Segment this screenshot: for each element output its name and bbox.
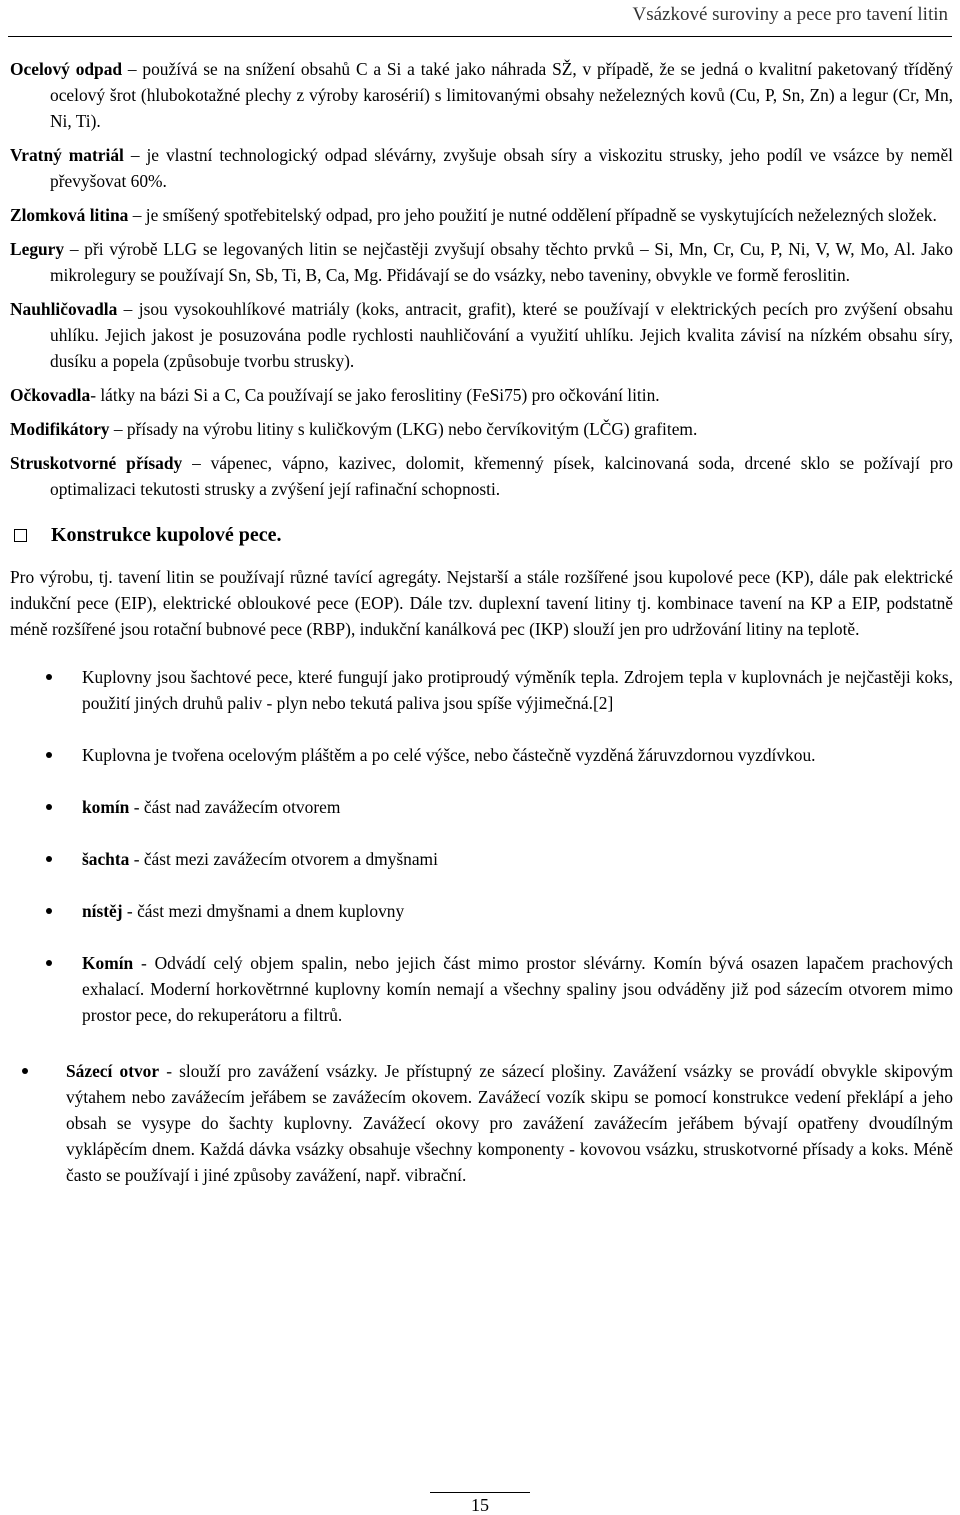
definition-text: – je smíšený spotřebitelský odpad, pro jeho použití je nutné oddělení případně se vyskytujících neželezných složek. — [128, 205, 937, 225]
definition-paragraph — [10, 296, 953, 374]
bullet-icon — [22, 1068, 28, 1074]
list-item — [10, 1058, 953, 1188]
term: Nauhličovadla — [10, 299, 118, 319]
term: nístěj — [82, 901, 123, 921]
section-heading-text: Konstrukce kupolové pece. — [51, 524, 282, 546]
definition-text: – jsou vysokouhlíkové matriály (koks, antracit, grafit), které se používají v elektrických pecích pro zvýšení obsahu uhlíku. Jejich jakost je posuzována podle rychlosti nauhličování a využití uhlíku. Jejich kvalita závisí na nízkém obsahu síry, dusíku a popela (způsobuje tvorbu strusky). — [50, 299, 953, 371]
list-item — [10, 846, 953, 872]
bullet-icon — [46, 908, 52, 914]
list-item — [10, 950, 953, 1028]
list-item — [10, 898, 953, 924]
page-header — [8, 0, 952, 37]
term: Očkovadla — [10, 385, 91, 405]
definition-text: - slouží pro zavážení vsázky. Je přístupný ze sázecí plošiny. Zavážení vsázky se provádí obvykle skipovým výtahem nebo zavážecím jeřábem se zavážecím okovem. Zavážecí vozík skipu se pomocí konstrukce vedení překlápí a jeho obsah se vysype do šachty kuplovny. Zavážecí okovy pro zavážení zavážecím jeřábem bývají opatřeny dvoudílným vyklápěcím dnem. Každá dávka vsázky obsahuje všechny komponenty - kovovou vsázku, struskotvorné přísady a koks. Méně často se používají i jiné způsoby zavážení, např. vibrační. — [66, 1061, 953, 1185]
term: Modifikátory — [10, 419, 110, 439]
definition-text: - látky na bázi Si a C, Ca používají se jako feroslitiny (FeSi75) pro očkování litin. — [90, 385, 660, 405]
definition-paragraph — [10, 142, 953, 194]
term: Zlomková litina — [10, 205, 129, 225]
page-number: 15 — [471, 1495, 489, 1515]
bullet-icon — [46, 856, 52, 862]
term: Komín — [82, 953, 134, 973]
header-title: Vsázkové suroviny a pece pro tavení litin — [632, 4, 948, 25]
material-definitions — [10, 56, 953, 502]
term: komín — [82, 797, 130, 817]
term: šachta — [82, 849, 130, 869]
definition-text: – používá se na snížení obsahů C a Si a také jako náhrada SŽ, v případě, že se jedná o kvalitní paketovaný tříděný ocelový šrot (hlubokotažné plechy z výroby karosérií) s limitovanými obsahy neželezných kovů (Cu, P, Sn, Zn) a legur (Cr, Mn, Ni, Ti). — [50, 59, 954, 131]
definition-text: - část mezi dmyšnami a dnem kuplovny — [122, 901, 405, 921]
definition-paragraph — [10, 450, 953, 502]
term: Struskotvorné přísady — [10, 453, 183, 473]
term: Ocelový odpad — [10, 59, 123, 79]
definition-text: Kuplovny jsou šachtové pece, které fungují jako protiproudý výměník tepla. Zdrojem tepla v kuplovnách je nejčastěji koks, použití jiných druhů paliv - plyn nebo tekutá paliva jsou spíše výjimečná.[2] — [82, 667, 953, 713]
definition-text: – při výrobě LLG se legovaných litin se nejčastěji zvyšují obsahy těchto prvků – Si, Mn, Cr, Cu, P, Ni, V, W, Mo, Al. Jako mikrolegury se používají Sn, Sb, Ti, B, Ca, Mg. Přidávají se do vsázky, nebo taveniny, obvykle ve formě feroslitin. — [50, 239, 953, 285]
bullet-icon — [46, 804, 52, 810]
definition-text: Kuplovna je tvořena ocelovým pláštěm a po celé výšce, nebo částečně vyzděná žáruvzdornou vyzdívkou. — [82, 745, 816, 765]
bullet-icon — [46, 674, 52, 680]
definition-text: - Odvádí celý objem spalin, nebo jejich část mimo prostor slévárny. Komín bývá osazen lapačem prachových exhalací. Moderní horkovětrnné kuplovny komín nemají a všechny spaliny jsou odváděny již pod sázecím otvorem mimo prostor pece, do rekuperátoru a filtrů. — [82, 953, 953, 1025]
bullet-list-secondary — [10, 1058, 953, 1188]
definition-text: – přísady na výrobu litiny s kuličkovým (LKG) nebo červíkovitým (LČG) grafitem. — [109, 419, 698, 439]
definition-paragraph — [10, 382, 953, 408]
definition-text: - část mezi zavážecím otvorem a dmyšnami — [129, 849, 438, 869]
bullet-icon — [46, 752, 52, 758]
bullet-icon — [46, 960, 52, 966]
term: Legury — [10, 239, 65, 259]
definition-text: – vápenec, vápno, kazivec, dolomit, křemenný písek, kalcinovaná soda, drcené sklo se požívají pro optimalizaci tekutosti strusky a zvýšení její rafinační schopnosti. — [50, 453, 953, 499]
definition-text: – je vlastní technologický odpad slévárny, zvyšuje obsah síry a viskozitu strusky, jeho podíl ve vsázce by neměl převyšovat 60%. — [50, 145, 953, 191]
page-footer — [0, 1496, 960, 1514]
definition-paragraph — [10, 202, 953, 228]
section-heading — [10, 522, 953, 548]
term: Vratný matriál — [10, 145, 124, 165]
list-item — [10, 664, 953, 716]
definition-paragraph — [10, 56, 953, 134]
definition-text: - část nad zavážecím otvorem — [129, 797, 341, 817]
list-item — [10, 742, 953, 768]
definition-paragraph — [10, 236, 953, 288]
checkbox-icon — [14, 529, 27, 542]
definition-paragraph — [10, 416, 953, 442]
term: Sázecí otvor — [66, 1061, 160, 1081]
bullet-list — [10, 664, 953, 1028]
page-content — [10, 56, 953, 1188]
section-intro: Pro výrobu, tj. tavení litin se používají různé tavící agregáty. Nejstarší a stále rozšířené jsou kupolové pece (KP), dále pak elektrické indukční pece (EIP), elektrické obloukové pece (EOP). Dále tzv. duplexní tavení litiny tj. kombinace tavení na KP a EIP, podstatně méně rozšířené jsou rotační bubnové pece (RBP), indukční kanálková pec (IKP) slouží jen pro udržování litiny na teplotě. — [10, 567, 953, 639]
footer-rule — [430, 1492, 530, 1493]
list-item — [10, 794, 953, 820]
